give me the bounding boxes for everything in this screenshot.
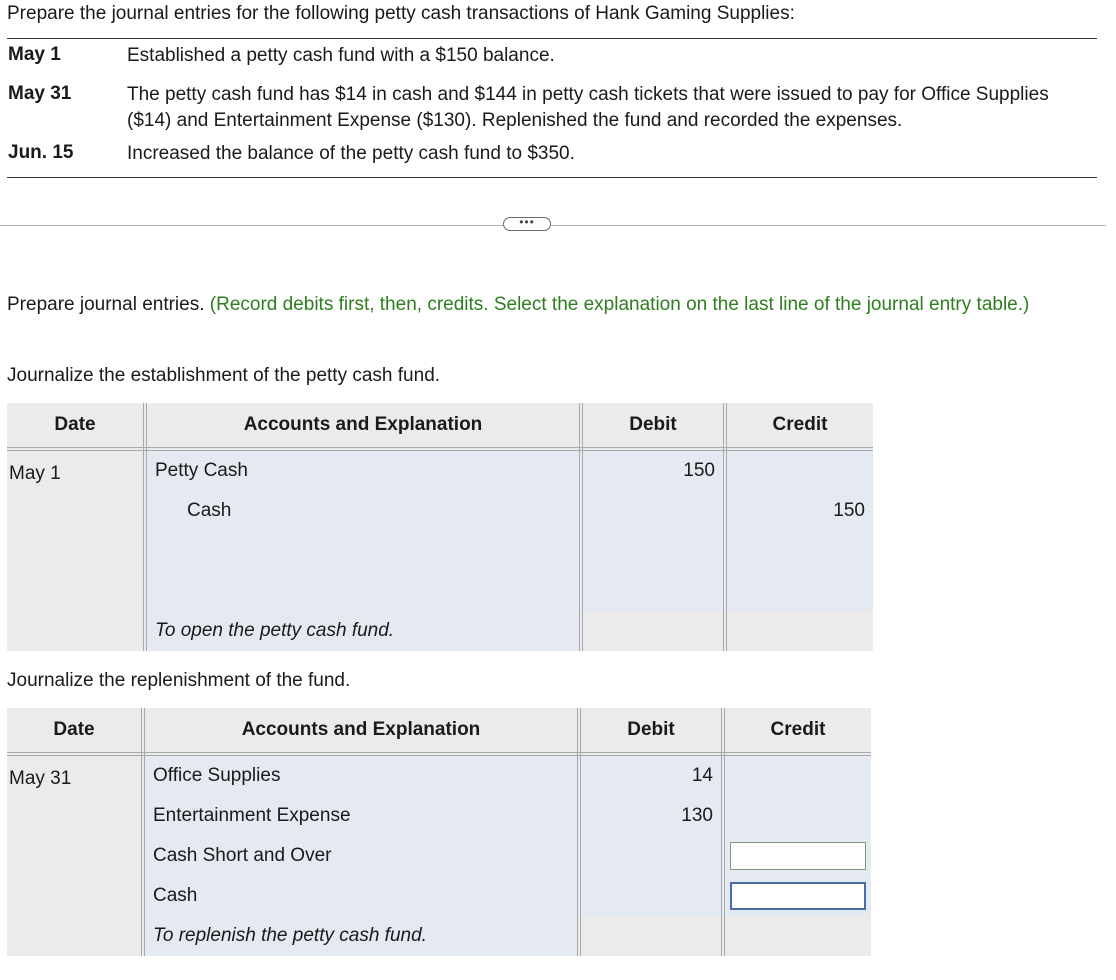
transaction-text: Established a petty cash fund with a $150 balance.: [127, 45, 555, 66]
entry-explanation[interactable]: To open the petty cash fund.: [145, 611, 581, 651]
transaction-text: The petty cash fund has $14 in cash and $144 in petty cash tickets that were issued to pay for Office Supplies ($14) and Entertainment Expense ($130). Replenished the fund and recorded the expenses.: [127, 84, 1049, 131]
debit-cell[interactable]: [579, 836, 723, 876]
entry-date: May 1: [7, 449, 145, 651]
separator-line: [551, 225, 1106, 226]
expand-more-button[interactable]: •••: [503, 217, 551, 231]
journal-table-replenishment: [7, 708, 871, 956]
col-header-debit: Debit: [581, 403, 725, 449]
col-header-date: Date: [7, 403, 145, 449]
credit-cell-blank: [723, 916, 871, 956]
credit-cell[interactable]: [723, 754, 871, 796]
transaction-text: Increased the balance of the petty cash fund to $350.: [127, 143, 575, 164]
account-cell[interactable]: Cash: [143, 876, 579, 916]
credit-cell: [723, 876, 871, 916]
entry-explanation[interactable]: To replenish the petty cash fund.: [143, 916, 579, 956]
debit-cell[interactable]: 14: [579, 754, 723, 796]
problem-intro: Prepare the journal entries for the following petty cash transactions of Hank Gaming Supplies:: [7, 3, 795, 24]
account-cell[interactable]: Cash: [145, 491, 581, 531]
account-cell[interactable]: Cash Short and Over: [143, 836, 579, 876]
col-header-accounts: Accounts and Explanation: [145, 403, 581, 449]
transaction-date: May 31: [8, 83, 72, 104]
instructions: [7, 292, 1047, 318]
debit-cell[interactable]: 130: [579, 796, 723, 836]
credit-cell[interactable]: [725, 449, 873, 491]
entry2-heading: Journalize the replenishment of the fund.: [7, 670, 351, 691]
col-header-debit: Debit: [579, 708, 723, 754]
separator-line: [0, 225, 503, 226]
debit-cell-blank: [581, 611, 725, 651]
divider-bottom: [7, 177, 1097, 178]
col-header-credit: Credit: [723, 708, 871, 754]
credit-cell[interactable]: 150: [725, 491, 873, 531]
account-cell[interactable]: Office Supplies: [143, 754, 579, 796]
credit-cell-blank: [725, 611, 873, 651]
debit-cell[interactable]: [579, 876, 723, 916]
debit-cell-blank: [579, 916, 723, 956]
entry1-heading: Journalize the establishment of the petty cash fund.: [7, 365, 441, 386]
entry-date: May 31: [7, 754, 143, 956]
credit-input-cash-short-over[interactable]: [730, 842, 866, 870]
transaction-date: May 1: [8, 44, 61, 65]
account-cell[interactable]: Petty Cash: [145, 449, 581, 491]
debit-cell[interactable]: 150: [581, 449, 725, 491]
credit-cell: [723, 836, 871, 876]
col-header-accounts: Accounts and Explanation: [143, 708, 579, 754]
col-header-date: Date: [7, 708, 143, 754]
credit-cell[interactable]: [723, 796, 871, 836]
credit-cell[interactable]: [725, 531, 873, 611]
transaction-date: Jun. 15: [8, 142, 74, 163]
account-cell[interactable]: Entertainment Expense: [143, 796, 579, 836]
divider-top: [7, 38, 1097, 39]
credit-input-cash[interactable]: [730, 882, 866, 910]
account-cell[interactable]: [145, 531, 581, 611]
col-header-credit: Credit: [725, 403, 873, 449]
instructions-note: (Record debits first, then, credits. Select the explanation on the last line of the journal entry table.): [209, 294, 1030, 315]
debit-cell[interactable]: [581, 531, 725, 611]
journal-table-establishment: [7, 403, 873, 651]
instructions-lead: Prepare journal entries.: [7, 294, 205, 315]
debit-cell[interactable]: [581, 491, 725, 531]
